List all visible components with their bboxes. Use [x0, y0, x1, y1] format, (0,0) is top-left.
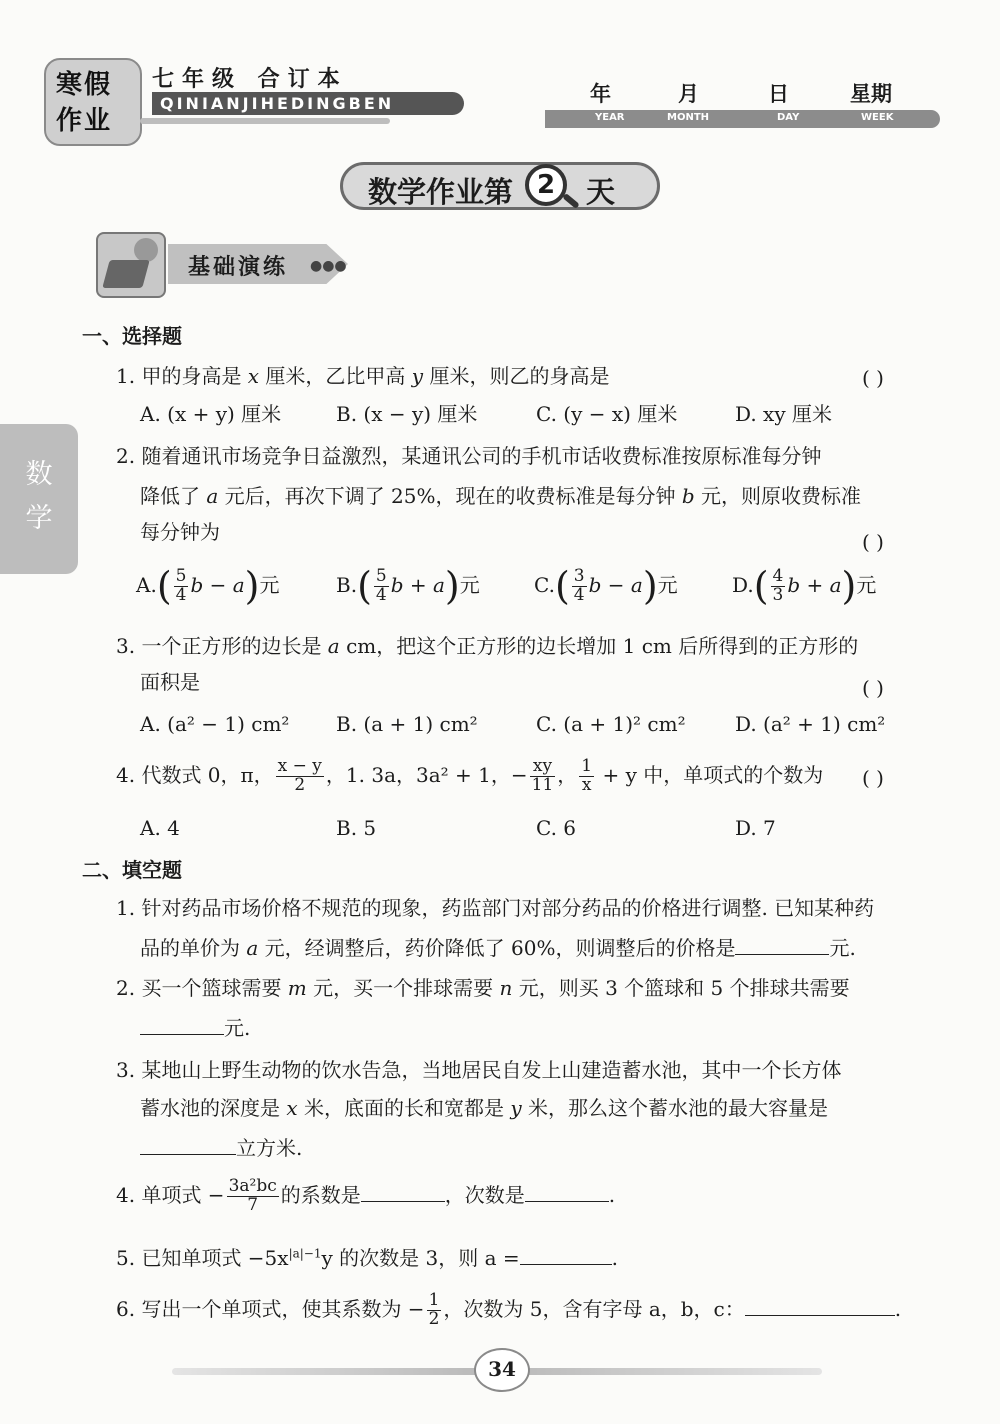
question-2-1: 1. 针对药品市场价格不规范的现象，药监部门对部分药品的价格进行调整. 已知某种药	[116, 896, 875, 920]
option-a: A. (x + y) 厘米	[140, 402, 282, 426]
date-day-en: DAY	[777, 112, 800, 123]
side-tab-char-2: 学	[25, 503, 53, 534]
option-d: D.( $\frac{4}{3}$ b + a)元	[732, 564, 877, 609]
side-tab-char-1: 数	[25, 459, 53, 490]
people-icon: ●●●	[310, 258, 347, 274]
option-b: B. 5	[336, 816, 377, 840]
option-a: A.( $\frac{5}{4}$ b − a)元	[136, 564, 280, 609]
logo-line-2: 作业	[56, 106, 113, 136]
question-1-2-line3: 每分钟为	[140, 520, 220, 544]
date-day-label: 日	[768, 81, 789, 106]
student-tablet-icon	[96, 232, 166, 298]
question-2-1-line2: 品的单价为 a 元，经调整后，药价降低了 60%，则调整后的价格是 元.	[140, 936, 856, 960]
magnifier-icon	[525, 164, 567, 206]
question-1-3: 3. 一个正方形的边长是 a cm，把这个正方形的边长增加 1 cm 后所得到的正方形的	[116, 634, 859, 658]
answer-blank[interactable]	[140, 1016, 224, 1035]
question-1-1: 1. 甲的身高是 x 厘米，乙比甲高 y 厘米，则乙的身高是	[116, 364, 610, 388]
answer-paren-3: ( )	[862, 676, 884, 700]
answer-blank[interactable]	[735, 936, 829, 955]
answer-blank[interactable]	[520, 1246, 612, 1265]
banner-prefix: 数学作业第	[368, 175, 514, 209]
part1-heading: 一、选择题	[82, 324, 182, 348]
banner-day-number: 2	[536, 170, 556, 200]
answer-blank[interactable]	[525, 1183, 609, 1202]
question-2-2: 2. 买一个篮球需要 m 元，买一个排球需要 n 元，则买 3 个篮球和 5 个排球共需要	[116, 976, 850, 1000]
series-subtitle: QINIANJIHEDINGBEN	[152, 92, 464, 115]
option-c: C.( $\frac{3}{4}$ b − a)元	[534, 564, 678, 609]
question-1-3-line2: 面积是	[140, 670, 200, 694]
answer-paren-2: ( )	[862, 530, 884, 554]
option-c: C. 6	[536, 816, 577, 840]
question-2-6: 6. 写出一个单项式，使其系数为 − $\frac{1}{2}$ ，次数为 5，含有字母 a，b，c： .	[116, 1290, 902, 1329]
page-number: 34	[474, 1348, 530, 1392]
question-1-4: 4. 代数式 0，π， $\frac{x - y}{2}$ ，1. 3a，3a² + 1，− $\frac{xy}{11}$ ， $\frac{1}{x}$ + y 中，单项式的个数为	[116, 756, 824, 795]
section-title: 基础演练	[188, 255, 289, 280]
day-banner	[340, 158, 665, 214]
logo-line-1: 寒假	[56, 70, 113, 100]
answer-blank[interactable]	[140, 1136, 236, 1155]
date-year-en: YEAR	[595, 112, 625, 123]
date-week-en: WEEK	[861, 112, 894, 123]
part2-heading: 二、填空题	[82, 858, 182, 882]
date-fields	[560, 78, 920, 104]
date-year-label: 年	[590, 81, 611, 106]
question-2-2-line2: 元.	[140, 1016, 250, 1038]
question-2-5: 5. 已知单项式 $-5x^{|a|-1}y$ 的次数是 3，则 a = .	[116, 1246, 618, 1270]
answer-paren-1: ( )	[862, 366, 884, 390]
answer-blank[interactable]	[745, 1297, 895, 1316]
date-month-label: 月	[678, 81, 699, 106]
header-divider	[140, 118, 390, 124]
option-c: C. (y − x) 厘米	[536, 402, 678, 426]
option-d: D. 7	[735, 816, 776, 840]
question-1-2-line2: 降低了 a 元后，再次下调了 25%，现在的收费标准是每分钟 b 元，则原收费标准	[140, 484, 861, 508]
date-weekday-label: 星期	[850, 81, 892, 106]
option-b: B. (a + 1) cm²	[336, 712, 478, 736]
date-fields-english	[545, 110, 940, 128]
option-b: B.( $\frac{5}{4}$ b + a)元	[336, 564, 480, 609]
option-d: D. xy 厘米	[735, 402, 832, 426]
banner-suffix: 天	[586, 175, 616, 209]
series-title: 七年级 合订本	[152, 66, 348, 92]
subject-side-tab	[0, 424, 78, 574]
option-a: A. 4	[140, 816, 180, 840]
option-d: D. (a² + 1) cm²	[735, 712, 886, 736]
question-2-3: 3. 某地山上野生动物的饮水告急，当地居民自发上山建造蓄水池，其中一个长方体	[116, 1058, 842, 1082]
option-a: A. (a² − 1) cm²	[140, 712, 290, 736]
answer-blank[interactable]	[361, 1183, 445, 1202]
question-2-3-line2: 蓄水池的深度是 x 米，底面的长和宽都是 y 米，那么这个蓄水池的最大容量是	[140, 1096, 829, 1120]
question-2-4: 4. 单项式 − $\frac{\text{3a²bc}}{7}$ 的系数是 ，次数是 .	[116, 1176, 616, 1215]
question-1-2: 2. 随着通讯市场竞争日益激烈，某通讯公司的手机市话收费标准按原标准每分钟	[116, 444, 822, 468]
answer-paren-4: ( )	[862, 766, 884, 790]
option-b: B. (x − y) 厘米	[336, 402, 478, 426]
date-month-en: MONTH	[667, 112, 710, 123]
option-c: C. (a + 1)² cm²	[536, 712, 686, 736]
question-2-3-line3: 立方米.	[140, 1136, 302, 1158]
series-logo	[44, 58, 138, 142]
